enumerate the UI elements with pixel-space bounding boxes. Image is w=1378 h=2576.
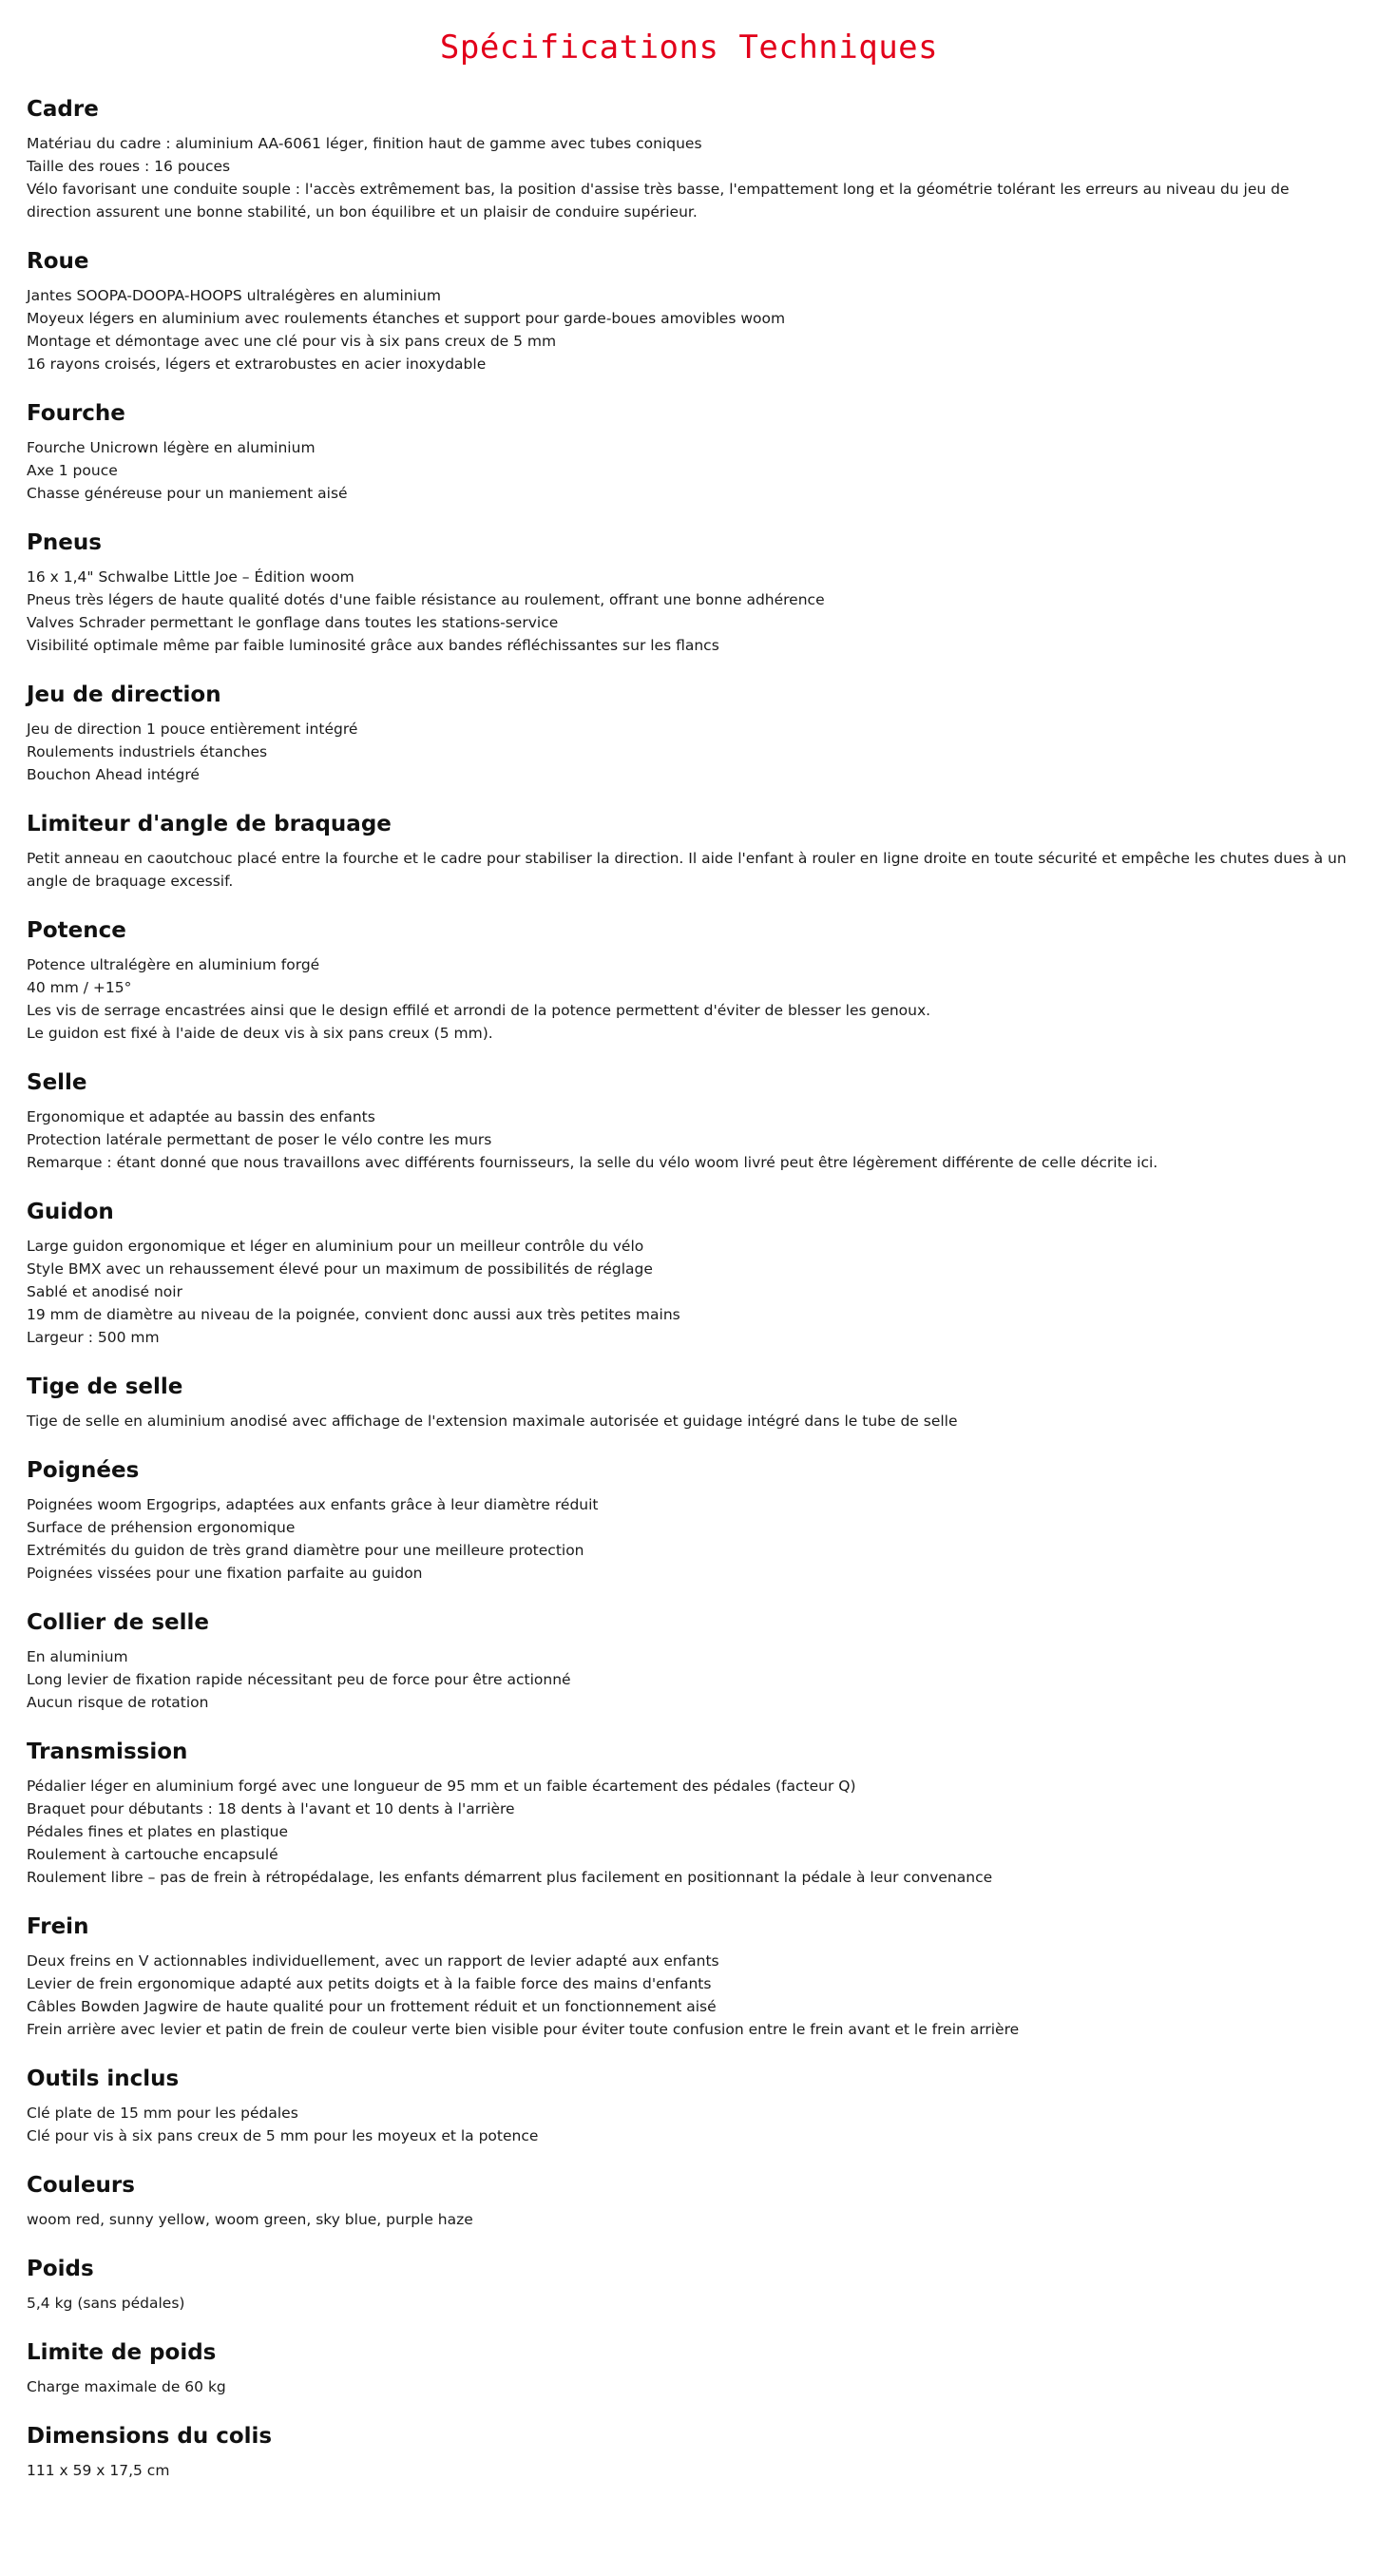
spec-line: Taille des roues : 16 pouces xyxy=(27,158,231,175)
section-lines xyxy=(27,718,1351,786)
spec-line: Style BMX avec un rehaussement élevé pour un maximum de possibilités de réglage xyxy=(27,1260,653,1278)
spec-section xyxy=(27,397,1351,505)
section-heading: Roue xyxy=(27,249,89,274)
section-heading: Selle xyxy=(27,1070,87,1095)
spec-line: Les vis de serrage encastrées ainsi que le design effilé et arrondi de la potence permettent d'éviter de blesser les genoux. xyxy=(27,1002,931,1019)
spec-line: Surface de préhension ergonomique xyxy=(27,1519,296,1536)
spec-section xyxy=(27,2253,1351,2315)
spec-line: Axe 1 pouce xyxy=(27,462,118,479)
spec-line: Long levier de fixation rapide nécessitant peu de force pour être actionné xyxy=(27,1671,571,1688)
section-heading: Frein xyxy=(27,1914,89,1939)
spec-section xyxy=(27,245,1351,375)
spec-line: Pneus très légers de haute qualité dotés d'une faible résistance au roulement, offrant une bonne adhérence xyxy=(27,591,825,608)
spec-line: Moyeux légers en aluminium avec roulements étanches et support pour garde-boues amovibles woom xyxy=(27,310,786,327)
section-lines xyxy=(27,566,1351,657)
spec-line: 16 x 1,4" Schwalbe Little Joe – Édition woom xyxy=(27,568,354,586)
spec-line: Sablé et anodisé noir xyxy=(27,1283,182,1300)
spec-line: Frein arrière avec levier et patin de frein de couleur verte bien visible pour éviter toute confusion entre le frein avant et le frein arrière xyxy=(27,2021,1020,2038)
spec-line: Le guidon est fixé à l'aide de deux vis à six pans creux (5 mm). xyxy=(27,1025,493,1042)
spec-line: Extrémités du guidon de très grand diamètre pour une meilleure protection xyxy=(27,1542,584,1559)
section-heading: Limiteur d'angle de braquage xyxy=(27,812,392,836)
spec-line: Charge maximale de 60 kg xyxy=(27,2378,226,2395)
section-lines xyxy=(27,1410,1351,1432)
section-lines xyxy=(27,1775,1351,1889)
spec-line: Fourche Unicrown légère en aluminium xyxy=(27,439,316,456)
spec-line: Poignées woom Ergogrips, adaptées aux enfants grâce à leur diamètre réduit xyxy=(27,1496,599,1513)
spec-line: Petit anneau en caoutchouc placé entre la fourche et le cadre pour stabiliser la direction. Il aide l'enfant à rouler en ligne droite en toute sécurité et empêche les chutes dues à un angle de braquage excessif. xyxy=(27,850,1347,890)
spec-line: Visibilité optimale même par faible luminosité grâce aux bandes réfléchissantes sur les flancs xyxy=(27,637,719,654)
spec-section xyxy=(27,1736,1351,1889)
spec-line: Clé pour vis à six pans creux de 5 mm pour les moyeux et la potence xyxy=(27,2127,539,2144)
section-heading: Transmission xyxy=(27,1740,188,1764)
spec-line: Câbles Bowden Jagwire de haute qualité pour un frottement réduit et un fonctionnement aisé xyxy=(27,1998,717,2015)
section-heading: Poignées xyxy=(27,1458,140,1483)
section-heading: Dimensions du colis xyxy=(27,2424,273,2449)
section-lines xyxy=(27,953,1351,1045)
spec-section xyxy=(27,2420,1351,2482)
spec-section xyxy=(27,1606,1351,1714)
section-lines xyxy=(27,1493,1351,1585)
spec-section xyxy=(27,914,1351,1045)
section-heading: Limite de poids xyxy=(27,2340,217,2365)
spec-line: Remarque : étant donné que nous travaillons avec différents fournisseurs, la selle du vélo woom livré peut être légèrement différente de celle décrite ici. xyxy=(27,1154,1158,1171)
section-lines xyxy=(27,1235,1351,1349)
spec-section xyxy=(27,679,1351,786)
section-lines xyxy=(27,1105,1351,1174)
spec-line: 111 x 59 x 17,5 cm xyxy=(27,2462,170,2479)
spec-line: Tige de selle en aluminium anodisé avec affichage de l'extension maximale autorisée et guidage intégré dans le tube de selle xyxy=(27,1413,958,1430)
section-heading: Outils inclus xyxy=(27,2067,180,2091)
spec-line: Bouchon Ahead intégré xyxy=(27,766,200,783)
spec-line: Ergonomique et adaptée au bassin des enfants xyxy=(27,1108,375,1125)
spec-line: Valves Schrader permettant le gonflage dans toutes les stations-service xyxy=(27,614,559,631)
spec-section xyxy=(27,1196,1351,1349)
spec-line: Roulement à cartouche encapsulé xyxy=(27,1846,278,1863)
spec-line: Pédalier léger en aluminium forgé avec une longueur de 95 mm et un faible écartement des pédales (facteur Q) xyxy=(27,1778,856,1795)
spec-section xyxy=(27,2063,1351,2147)
spec-line: Chasse généreuse pour un maniement aisé xyxy=(27,485,348,502)
spec-line: 5,4 kg (sans pédales) xyxy=(27,2295,185,2312)
spec-line: Largeur : 500 mm xyxy=(27,1329,160,1346)
spec-line: Deux freins en V actionnables individuellement, avec un rapport de levier adapté aux enfants xyxy=(27,1952,719,1970)
spec-line: Vélo favorisant une conduite souple : l'accès extrêmement bas, la position d'assise très basse, l'empattement long et la géométrie tolérant les erreurs au niveau du jeu de direction assurent une bonne stabilité, un bon équilibre et un plaisir de conduire supérieur. xyxy=(27,181,1290,221)
spec-line: Levier de frein ergonomique adapté aux petits doigts et à la faible force des mains d'enfants xyxy=(27,1975,712,1992)
spec-line: Roulements industriels étanches xyxy=(27,743,268,760)
section-heading: Guidon xyxy=(27,1200,114,1224)
section-heading: Jeu de direction xyxy=(27,682,221,707)
spec-line: En aluminium xyxy=(27,1648,128,1665)
spec-section xyxy=(27,1067,1351,1174)
section-heading: Collier de selle xyxy=(27,1610,210,1635)
spec-line: Jantes SOOPA-DOOPA-HOOPS ultralégères en aluminium xyxy=(27,287,441,304)
spec-line: Aucun risque de rotation xyxy=(27,1694,209,1711)
section-lines xyxy=(27,847,1351,893)
section-lines xyxy=(27,2459,1351,2482)
spec-line: Montage et démontage avec une clé pour vis à six pans creux de 5 mm xyxy=(27,333,557,350)
spec-section xyxy=(27,93,1351,223)
spec-section xyxy=(27,1454,1351,1585)
spec-section xyxy=(27,527,1351,657)
section-lines xyxy=(27,1950,1351,2041)
section-heading: Tige de selle xyxy=(27,1375,183,1399)
spec-section xyxy=(27,2169,1351,2231)
spec-line: 40 mm / +15° xyxy=(27,979,132,996)
section-lines xyxy=(27,2375,1351,2398)
section-heading: Poids xyxy=(27,2257,94,2281)
spec-line: 19 mm de diamètre au niveau de la poignée, convient donc aussi aux très petites mains xyxy=(27,1306,680,1323)
spec-line: 16 rayons croisés, légers et extrarobustes en acier inoxydable xyxy=(27,356,487,373)
spec-line: Jeu de direction 1 pouce entièrement intégré xyxy=(27,721,358,738)
section-lines xyxy=(27,2292,1351,2315)
section-heading: Fourche xyxy=(27,401,125,426)
section-heading: Couleurs xyxy=(27,2173,135,2198)
section-lines xyxy=(27,132,1351,223)
spec-line: Braquet pour débutants : 18 dents à l'avant et 10 dents à l'arrière xyxy=(27,1800,515,1817)
section-lines xyxy=(27,2102,1351,2147)
spec-sections xyxy=(27,93,1351,2482)
page-title: Spécifications Techniques xyxy=(439,29,939,67)
spec-line: Matériau du cadre : aluminium AA-6061 léger, finition haut de gamme avec tubes coniques xyxy=(27,135,702,152)
section-heading: Potence xyxy=(27,918,126,943)
spec-line: Protection latérale permettant de poser le vélo contre les murs xyxy=(27,1131,492,1148)
section-heading: Pneus xyxy=(27,530,102,555)
spec-section xyxy=(27,1911,1351,2041)
spec-section xyxy=(27,808,1351,893)
spec-line: woom red, sunny yellow, woom green, sky blue, purple haze xyxy=(27,2211,473,2228)
spec-line: Pédales fines et plates en plastique xyxy=(27,1823,289,1840)
spec-line: Large guidon ergonomique et léger en aluminium pour un meilleur contrôle du vélo xyxy=(27,1238,644,1255)
spec-line: Potence ultralégère en aluminium forgé xyxy=(27,956,320,973)
section-lines xyxy=(27,1645,1351,1714)
section-heading: Cadre xyxy=(27,97,99,122)
spec-line: Clé plate de 15 mm pour les pédales xyxy=(27,2105,298,2122)
section-lines xyxy=(27,436,1351,505)
spec-line: Roulement libre – pas de frein à rétropédalage, les enfants démarrent plus facilement en positionnant la pédale à leur convenance xyxy=(27,1869,993,1886)
spec-section xyxy=(27,2336,1351,2398)
section-lines xyxy=(27,284,1351,375)
spec-line: Poignées vissées pour une fixation parfaite au guidon xyxy=(27,1565,423,1582)
spec-section xyxy=(27,1371,1351,1432)
section-lines xyxy=(27,2208,1351,2231)
